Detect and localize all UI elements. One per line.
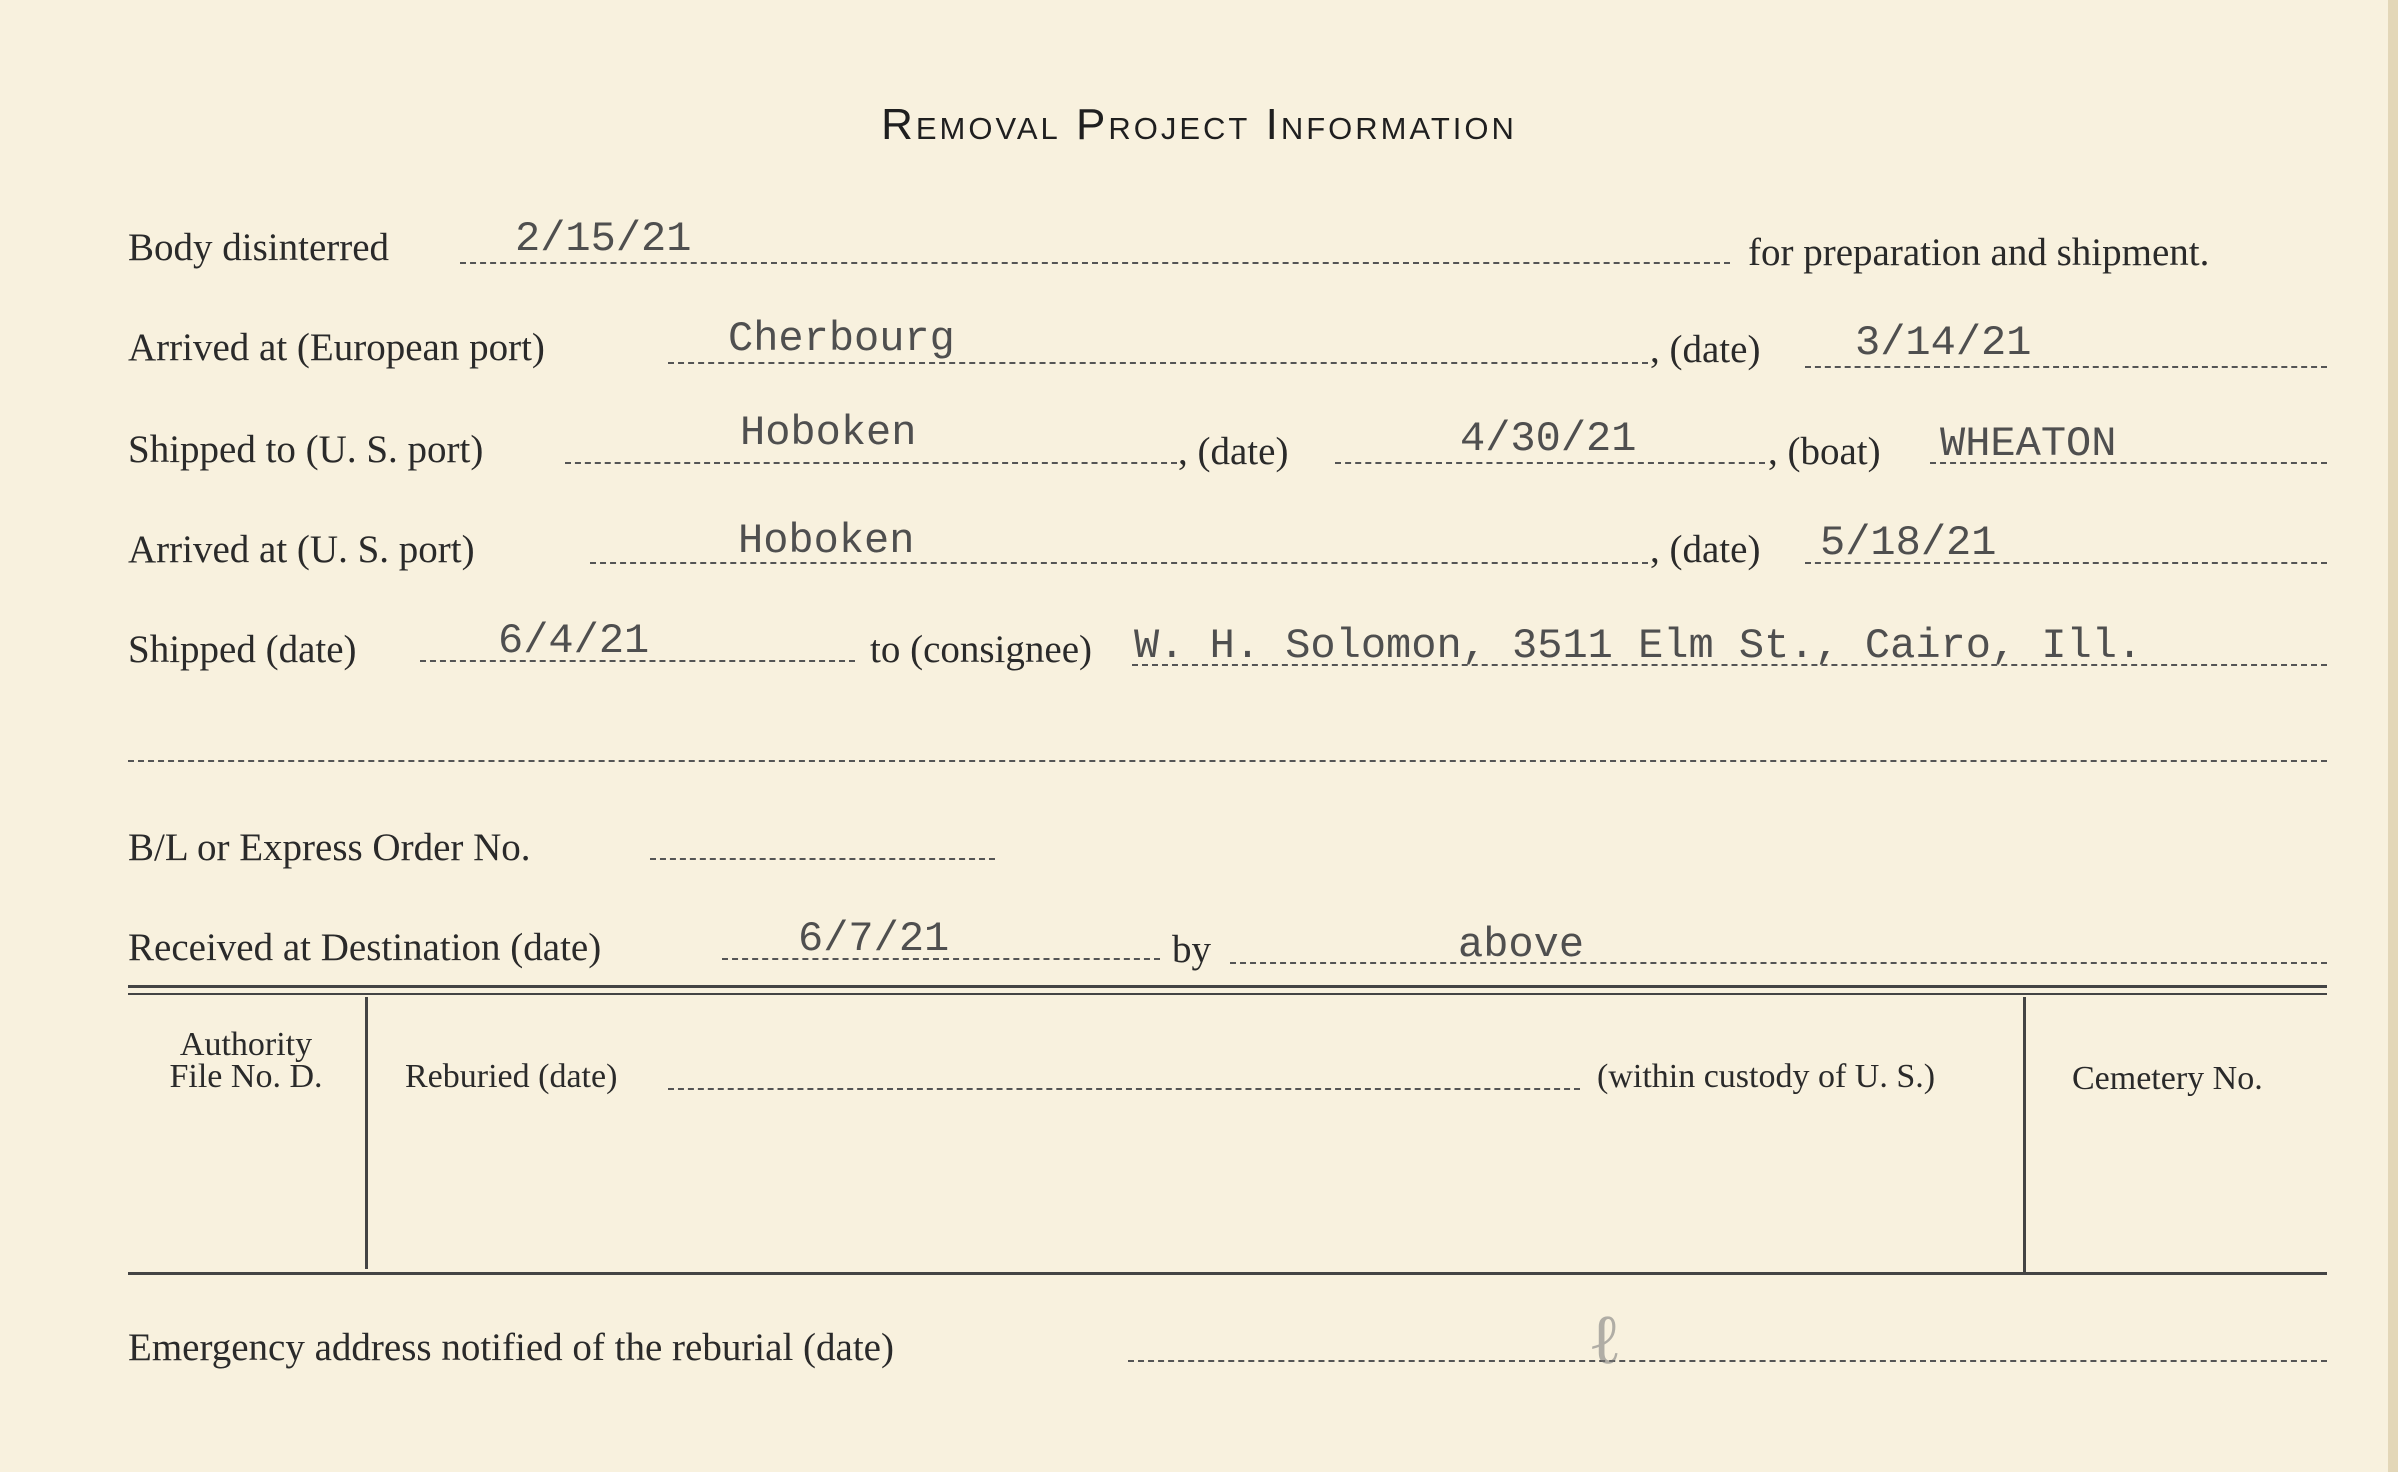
reburied-label: Reburied (date) bbox=[405, 1058, 618, 1095]
arrived-date-label: , (date) bbox=[1650, 528, 1761, 571]
arrived-date-value: 5/18/21 bbox=[1820, 519, 1997, 567]
box-top-rule bbox=[128, 985, 2327, 988]
received-date-value: 6/7/21 bbox=[798, 915, 950, 963]
emergency-line bbox=[1128, 1360, 2327, 1362]
disinterred-date-value: 2/15/21 bbox=[515, 215, 692, 263]
custody-label: (within custody of U. S.) bbox=[1597, 1058, 1936, 1095]
page-title: Removal Project Information bbox=[881, 100, 1517, 149]
received-by-label: by bbox=[1172, 928, 1211, 971]
emergency-label: Emergency address notified of the reburial (date) bbox=[128, 1326, 894, 1369]
box-divider-left bbox=[365, 997, 368, 1269]
cemetery-no-label: Cemetery No. bbox=[2072, 1060, 2263, 1097]
arrived-us-port-value: Hoboken bbox=[738, 517, 915, 565]
bl-order-label: B/L or Express Order No. bbox=[128, 826, 531, 869]
shipped-us-port-line bbox=[565, 462, 1177, 464]
bl-order-line bbox=[650, 858, 995, 860]
boat-label: , (boat) bbox=[1768, 430, 1881, 473]
shipped-us-port-label: Shipped to (U. S. port) bbox=[128, 428, 484, 471]
shipped-date2-label: Shipped (date) bbox=[128, 628, 357, 671]
box-top-rule-inner bbox=[128, 993, 2327, 995]
shipped-date2-value: 6/4/21 bbox=[498, 617, 650, 665]
boat-value: WHEATON bbox=[1940, 420, 2117, 468]
received-by-value: above bbox=[1458, 921, 1585, 969]
shipped-date-label: , (date) bbox=[1178, 430, 1289, 473]
authority-label: Authority bbox=[179, 1026, 313, 1063]
european-date-label: , (date) bbox=[1650, 328, 1761, 371]
file-no-label: File No. D. bbox=[169, 1058, 323, 1095]
european-date-value: 3/14/21 bbox=[1855, 319, 2032, 367]
received-label: Received at Destination (date) bbox=[128, 926, 602, 969]
for-preparation-label: for preparation and shipment. bbox=[1748, 231, 2210, 274]
consignee-value: W. H. Solomon, 3511 Elm St., Cairo, Ill. bbox=[1134, 622, 2143, 670]
blank-line bbox=[128, 760, 2327, 762]
arrived-us-port-label: Arrived at (U. S. port) bbox=[128, 528, 475, 571]
arrived-european-port-label: Arrived at (European port) bbox=[128, 326, 545, 369]
consignee-label: to (consignee) bbox=[870, 628, 1093, 671]
reburied-line bbox=[668, 1088, 1580, 1090]
shipped-us-port-value: Hoboken bbox=[740, 409, 917, 457]
pencil-mark: ℓ bbox=[1588, 1298, 1622, 1380]
shipped-date-value: 4/30/21 bbox=[1460, 415, 1637, 463]
box-divider-right bbox=[2023, 997, 2026, 1272]
body-disinterred-label: Body disinterred bbox=[128, 226, 390, 269]
european-port-value: Cherbourg bbox=[728, 315, 955, 363]
box-bottom-rule bbox=[128, 1272, 2327, 1275]
received-by-line bbox=[1230, 962, 2327, 964]
